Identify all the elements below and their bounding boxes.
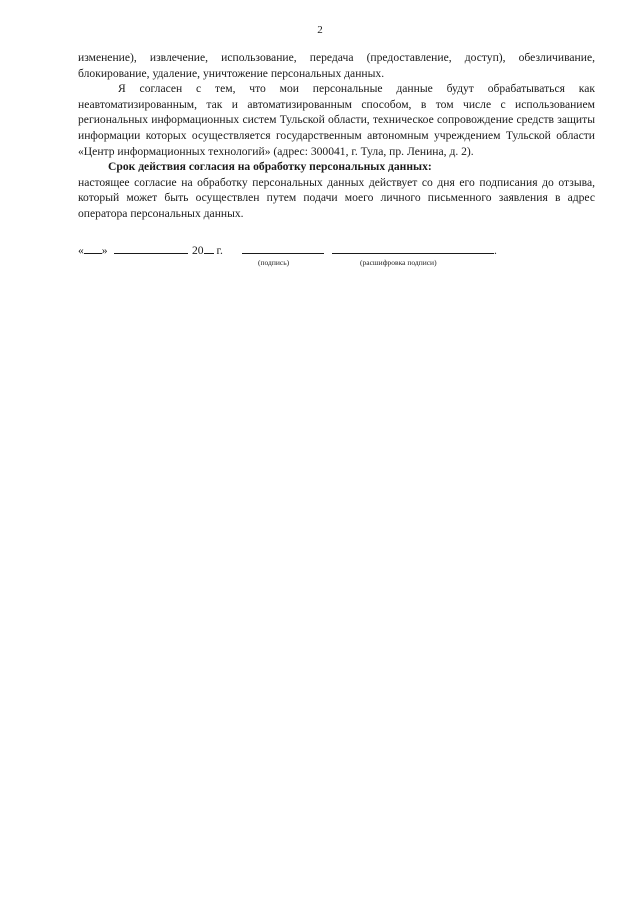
paragraph-consent-term: настоящее согласие на обработку персональных данных действует со дня его подписания до отзыва, который может быть осуществлен путем подачи моего личного письменного заявления в адрес оператора персональных данных.: [78, 175, 595, 220]
date-year-field: 20 г.: [192, 244, 223, 257]
date-month-field: [114, 242, 188, 257]
paragraph-processing-actions: изменение), извлечение, использование, передача (предоставление, доступ), обезличивание, блокирование, удаление, уничтожение персональных данных.: [78, 51, 595, 80]
signature-field: [242, 242, 324, 257]
decoding-blank-line: [332, 242, 494, 254]
signature-decoding-field: .: [332, 242, 497, 257]
signature-decoding-caption: (расшифровка подписи): [360, 258, 437, 267]
signature-blank-line: [242, 242, 324, 254]
signature-caption: (подпись): [258, 258, 290, 267]
year-blank-line: [204, 242, 214, 254]
day-blank-line: [84, 242, 102, 254]
date-day-field: « »: [78, 244, 108, 257]
consent-term-heading: Срок действия согласия на обработку персональных данных:: [108, 160, 432, 174]
page-number: 2: [317, 24, 323, 36]
paragraph-consent-method: Я согласен с тем, что мои персональные данные будут обрабатываться как неавтоматизированным, так и автоматизированным способом, в том числе с использованием региональных информационных систем Тульской области, техническое сопровождение средств защиты информации которых осуществляется государственным автономным учреждением Тульской области «Центр информационных технологий» (адрес: 300041, г. Тула, пр. Ленина, д. 2).: [78, 82, 595, 158]
month-blank-line: [114, 242, 188, 254]
signature-row: [78, 242, 608, 272]
document-body: [78, 50, 595, 222]
